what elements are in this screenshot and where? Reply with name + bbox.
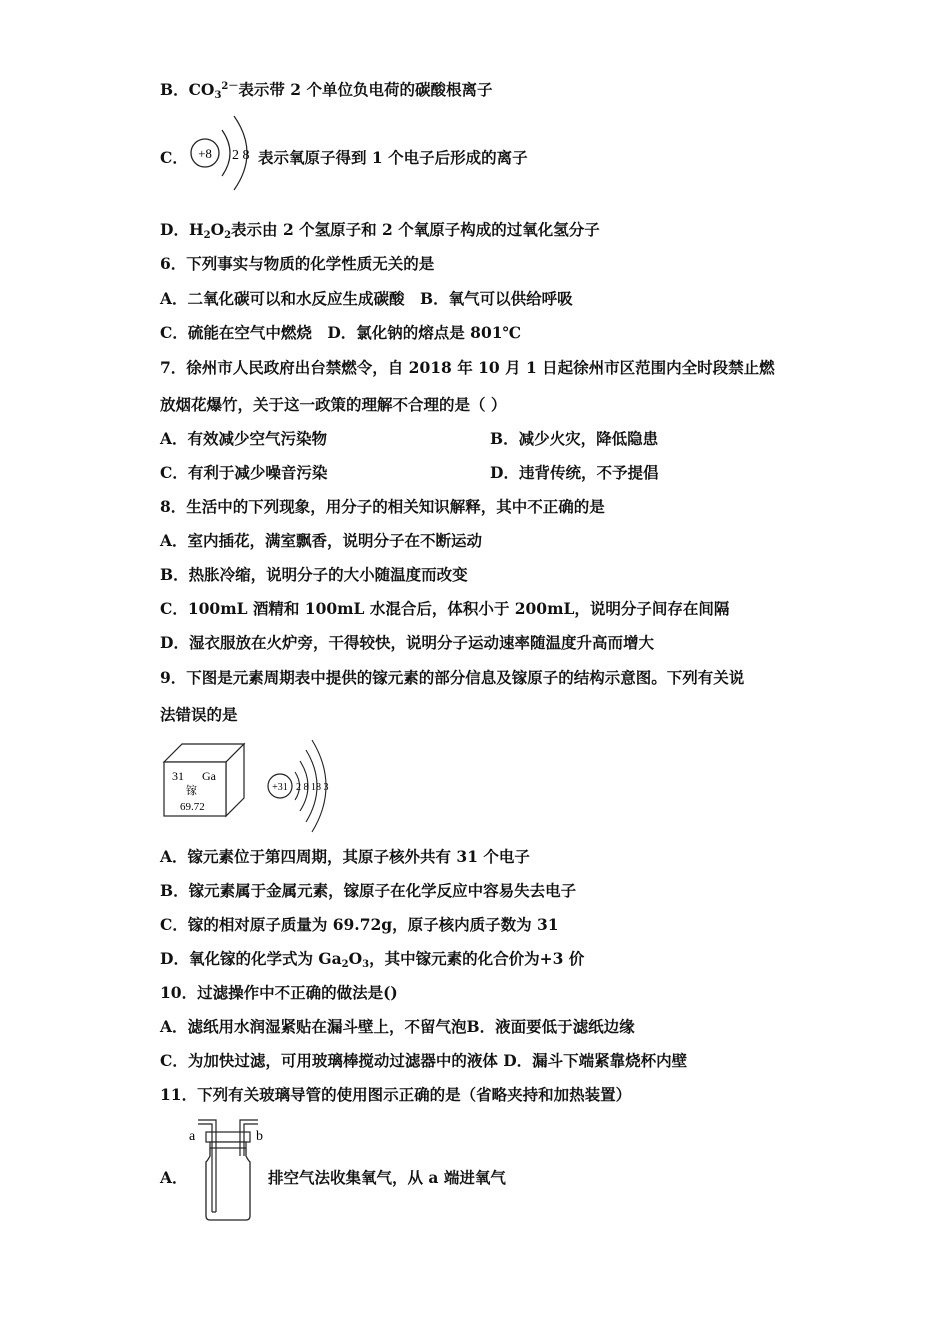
q9-d-text-post: ，其中镓元素的化合价为+3 价 [369, 949, 585, 968]
q10-options-row-2: C．为加快过滤，可用玻璃棒搅动过滤器中的液体 D．漏斗下端紧靠烧杯内壁 [160, 1051, 688, 1070]
q10-stem: 10．过滤操作中不正确的做法是() [160, 983, 398, 1002]
tube-a-label: a [189, 1129, 196, 1144]
q10-options-row-1: A．滤纸用水润湿紧贴在漏斗壁上，不留气泡B．液面要低于滤纸边缘 [160, 1017, 635, 1036]
q7-option-c: C．有利于减少噪音污染 [160, 463, 328, 482]
q9-stem-line-2: 法错误的是 [160, 705, 238, 724]
q11-option-a-text: 排空气法收集氧气，从 a 端进氧气 [268, 1168, 506, 1187]
q9-option-d [160, 949, 584, 975]
nucleus-charge-label: +31 [272, 782, 288, 793]
q9-d-text-pre: D．氧化镓的化学式为 Ga [160, 949, 342, 968]
atomic-number: 31 [172, 769, 184, 783]
element-name: 镓 [186, 785, 197, 797]
subscript: 2 [341, 959, 349, 970]
gas-collection-bottle-diagram [186, 1112, 270, 1224]
q5-b-text-post: 表示带 2 个单位负电荷的碳酸根离子 [238, 80, 493, 99]
q5-b-text-pre: B．CO [160, 80, 215, 99]
q11-option-a-label: A． [160, 1168, 188, 1187]
oxygen-ion-structure-diagram [186, 108, 266, 194]
q8-stem: 8．生活中的下列现象，用分子的相关知识解释，其中不正确的是 [160, 497, 605, 516]
q5-option-b [160, 77, 492, 106]
subscript: 2 [203, 230, 211, 241]
tube-b-label: b [256, 1129, 263, 1144]
subscript: 3 [362, 959, 370, 970]
gallium-periodic-table-cell [160, 740, 250, 820]
electron-shells-label: 2 8 18 3 [296, 782, 329, 793]
q5-option-c-text: 表示氧原子得到 1 个电子后形成的离子 [258, 148, 528, 167]
q5-d-text-1: D．H [160, 220, 204, 239]
q7-option-b: B．减少火灾，降低隐患 [490, 429, 659, 448]
q8-option-a: A．室内插花，满室飘香，说明分子在不断运动 [160, 531, 483, 550]
q9-option-a: A．镓元素位于第四周期，其原子核外共有 31 个电子 [160, 847, 530, 866]
q9-option-c: C．镓的相对原子质量为 69.72g，原子核内质子数为 31 [160, 915, 559, 934]
q5-d-text-2: O [210, 220, 225, 239]
q8-option-b: B．热胀冷缩，说明分子的大小随温度而改变 [160, 565, 468, 584]
q7-stem-line-1: 7．徐州市人民政府出台禁燃令，自 2018 年 10 月 1 日起徐州市区范围内全时段禁止燃 [160, 358, 775, 377]
q6-options-row-2: C．硫能在空气中燃烧 D．氯化钠的熔点是 801℃ [160, 323, 522, 342]
q5-option-d [160, 220, 600, 246]
q11-stem: 11．下列有关玻璃导管的使用图示正确的是（省略夹持和加热装置） [160, 1085, 632, 1104]
q9-stem-line-1: 9．下图是元素周期表中提供的镓元素的部分信息及镓原子的结构示意图。下列有关说 [160, 668, 745, 687]
q9-option-b: B．镓元素属于金属元素，镓原子在化学反应中容易失去电子 [160, 881, 577, 900]
q6-stem: 6．下列事实与物质的化学性质无关的是 [160, 254, 435, 273]
q8-option-d: D．湿衣服放在火炉旁，干得较快，说明分子运动速率随温度升高而增大 [160, 633, 654, 652]
q7-stem-line-2: 放烟花爆竹，关于这一政策的理解不合理的是（ ） [160, 395, 507, 414]
q7-option-d: D．违背传统，不予提倡 [490, 463, 659, 482]
q5-option-c-label: C． [160, 148, 188, 167]
superscript: 2－ [221, 81, 239, 92]
q8-option-c: C．100mL 酒精和 100mL 水混合后，体积小于 200mL，说明分子间存在间隔 [160, 599, 730, 618]
q6-options-row-1: A．二氧化碳可以和水反应生成碳酸 B．氧气可以供给呼吸 [160, 289, 573, 308]
q5-d-text-post: 表示由 2 个氢原子和 2 个氧原子构成的过氧化氢分子 [231, 220, 600, 239]
subscript: 2 [224, 230, 232, 241]
electron-shells-label: 2 8 [232, 148, 250, 163]
q9-d-text-mid: O [348, 949, 363, 968]
element-symbol: Ga [202, 769, 216, 783]
gallium-atom-structure-diagram [262, 736, 342, 840]
q7-option-a: A．有效减少空气污染物 [160, 429, 328, 448]
atomic-mass: 69.72 [180, 801, 205, 813]
nucleus-charge-label: +8 [198, 146, 212, 161]
subscript: 3 [214, 90, 222, 101]
